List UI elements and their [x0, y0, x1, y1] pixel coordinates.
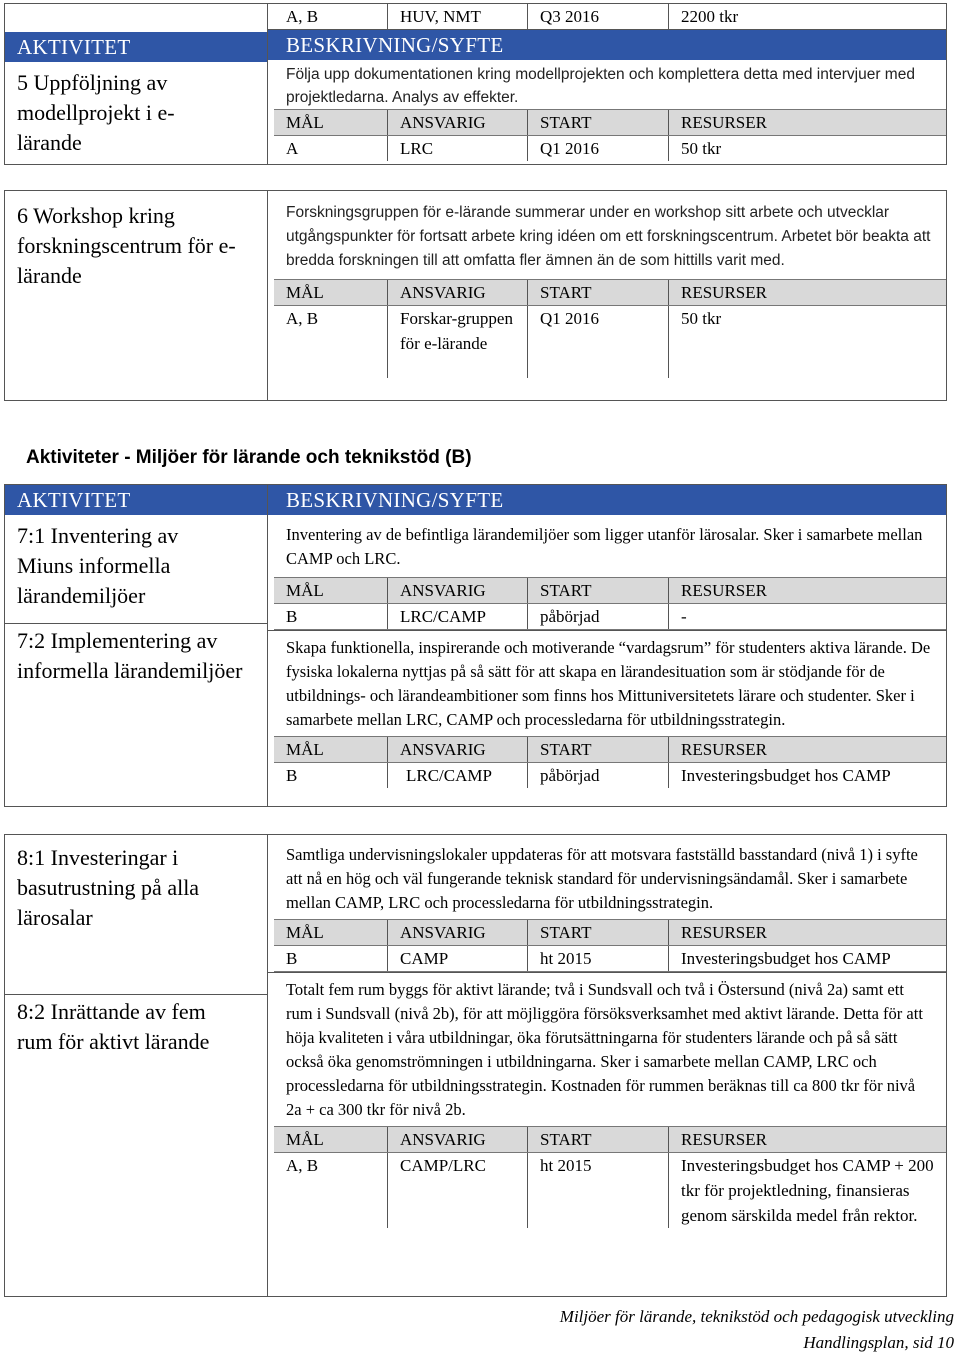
activity-column	[5, 485, 267, 806]
value-resurser: -	[668, 604, 946, 629]
prev-meta-row	[268, 4, 946, 30]
value-resurser: Investeringsbudget hos CAMP	[668, 763, 946, 788]
meta-header-row	[274, 736, 946, 763]
activity-5-block	[4, 3, 947, 165]
description-column	[267, 4, 946, 164]
value-ansvarig: CAMP	[387, 946, 527, 971]
label-mal: MÅL	[286, 113, 324, 132]
value-resurser: Investeringsbudget hos CAMP	[668, 946, 946, 971]
value-resurser: 50 tkr	[668, 306, 946, 378]
value-start: ht 2015	[527, 1153, 668, 1228]
activity-7-2-title: 7:2 Implementering av informella lärandemiljöer	[17, 628, 243, 683]
value-mal: A, B	[286, 309, 319, 328]
value-mal: B	[286, 766, 298, 785]
value-ansvarig: Forskar-gruppen för e-lärande	[387, 306, 527, 378]
value-mal: B	[286, 607, 298, 626]
aktivitet-header: AKTIVITET	[5, 485, 267, 515]
meta-header-row	[274, 919, 946, 946]
section-title: Aktiviteter - Miljöer för lärande och teknikstöd (B)	[26, 447, 472, 468]
activity-7-block	[4, 484, 947, 807]
value-resurser: 50 tkr	[668, 136, 946, 161]
footer-page-number: Handlingsplan, sid 10	[803, 1333, 954, 1352]
label-resurser: RESURSER	[668, 737, 946, 762]
label-start: START	[527, 920, 668, 945]
value-start: ht 2015	[527, 946, 668, 971]
label-resurser: RESURSER	[668, 280, 946, 305]
meta-value-row	[274, 763, 946, 788]
value-start: påbörjad	[527, 763, 668, 788]
footer-title: Miljöer för lärande, teknikstöd och pedagogisk utveckling	[559, 1307, 954, 1326]
label-start: START	[527, 737, 668, 762]
value-start: påbörjad	[527, 604, 668, 629]
description-column	[267, 835, 946, 1296]
label-mal: MÅL	[286, 923, 324, 942]
activity-8-1-desc: Samtliga undervisningslokaler uppdateras för att motsvara fastställd basstandard (nivå 1) i syfte att nå en hög och väl fungerande teknisk standard för undervisningsändamål. Sker i samarbete mellan CAMP, LRC och processledarna för utbildningsstrategin.	[286, 845, 918, 912]
activity-6-title: 6 Workshop kring forskningscentrum för e-lärande	[17, 203, 236, 288]
meta-header-row	[274, 279, 946, 306]
meta-value-row	[274, 604, 946, 630]
label-mal: MÅL	[286, 581, 324, 600]
label-mal: MÅL	[286, 1130, 324, 1149]
activity-5-title: 5 Uppföljning av modellprojekt i e-lärande	[17, 70, 175, 155]
label-ansvarig: ANSVARIG	[387, 1127, 527, 1152]
activity-column	[5, 191, 267, 400]
meta-header-row	[274, 1126, 946, 1153]
meta-value-row	[274, 1153, 946, 1228]
value-mal: B	[286, 949, 298, 968]
value-mal: A	[286, 139, 299, 158]
label-start: START	[527, 110, 668, 135]
meta-value-row	[274, 946, 946, 972]
prev-meta-ansvarig: HUV, NMT	[387, 4, 527, 29]
description-column	[267, 191, 946, 400]
value-ansvarig: LRC/CAMP	[387, 763, 527, 788]
activity-6-desc: Forskningsgruppen för e-lärande summerar under en workshop sitt arbete och utvecklar utgångspunkter för fortsatt arbete kring idéen om ett forskningscentrum. Arbetet bör beakta att bredda forskningen till att omfatta fler ämnen än de som hittills varit med.	[286, 204, 931, 269]
label-start: START	[527, 280, 668, 305]
label-resurser: RESURSER	[668, 110, 946, 135]
meta-value-row	[274, 306, 946, 378]
label-mal: MÅL	[286, 283, 324, 302]
value-ansvarig: CAMP/LRC	[387, 1153, 527, 1228]
value-resurser: Investeringsbudget hos CAMP + 200 tkr för projektledning, finansieras genom särskilda medel från rektor.	[668, 1153, 946, 1228]
value-ansvarig: LRC	[387, 136, 527, 161]
activity-8-block	[4, 834, 947, 1297]
label-start: START	[527, 578, 668, 603]
activity-5-desc: Följa upp dokumentationen kring modellprojekten och komplettera detta med intervjuer med projektledarna. Analys av effekter.	[286, 66, 915, 106]
prev-meta-mal: A, B	[286, 7, 319, 26]
label-mal: MÅL	[286, 740, 324, 759]
value-ansvarig: LRC/CAMP	[387, 604, 527, 629]
activity-7-1-desc: Inventering av de befintliga lärandemiljöer som ligger utanför lärosalar. Sker i samarbete mellan CAMP och LRC.	[286, 525, 923, 568]
description-column	[267, 485, 946, 806]
label-ansvarig: ANSVARIG	[387, 920, 527, 945]
activity-column	[5, 4, 267, 164]
label-ansvarig: ANSVARIG	[387, 578, 527, 603]
activity-8-1-title: 8:1 Investeringar i basutrustning på alla lärosalar	[17, 845, 200, 930]
label-ansvarig: ANSVARIG	[387, 280, 527, 305]
page-footer	[560, 1304, 954, 1356]
activity-column	[5, 835, 267, 1296]
meta-header-row	[274, 109, 946, 136]
activity-6-block	[4, 190, 947, 401]
beskrivning-header: BESKRIVNING/SYFTE	[268, 485, 946, 515]
prev-meta-start: Q3 2016	[527, 4, 668, 29]
activity-8-2-desc: Totalt fem rum byggs för aktivt lärande; två i Sundsvall och två i Östersund (nivå 2a) samt ett rum i Sundsvall (nivå 2b), för att möjliggöra försöksverksamhet med aktivt lärande. Detta för att höja kvaliteten i våra utbildningar, öka förutsättningarna för studenters lärande och på så sätt också öka genomströmningen i utbildningarna. Sker i samarbete mellan CAMP, LRC och processledarna för utbildningsstrategin. Kostnaden för rummen beräknas till ca 800 tkr för nivå 2a + ca 300 tkr för nivå 2b.	[268, 972, 946, 1122]
aktivitet-header: AKTIVITET	[5, 32, 267, 62]
value-start: Q1 2016	[527, 306, 668, 378]
activity-7-2-desc: Skapa funktionella, inspirerande och motiverande “vardagsrum” för studenters aktiva lärande. De fysiska lokalerna nyttjas på så sätt för att skapa en lärandesituation som är stödjande för de utbildnings- och lärandeambitioner som finns hos Mittuniversitetets lärare och studenter. Sker i samarbete mellan LRC, CAMP och processledarna för utbildningsstrategin.	[268, 630, 946, 732]
beskrivning-header: BESKRIVNING/SYFTE	[268, 30, 946, 60]
activity-7-1-title: 7:1 Inventering av Miuns informella lärandemiljöer	[17, 523, 179, 608]
meta-value-row	[274, 136, 946, 161]
label-ansvarig: ANSVARIG	[387, 110, 527, 135]
label-resurser: RESURSER	[668, 1127, 946, 1152]
label-ansvarig: ANSVARIG	[387, 737, 527, 762]
meta-header-row	[274, 577, 946, 604]
activity-8-2-title: 8:2 Inrättande av fem rum för aktivt lärande	[17, 999, 210, 1054]
label-start: START	[527, 1127, 668, 1152]
label-resurser: RESURSER	[668, 920, 946, 945]
value-mal: A, B	[286, 1156, 319, 1175]
prev-meta-resurser: 2200 tkr	[668, 4, 946, 29]
value-start: Q1 2016	[527, 136, 668, 161]
label-resurser: RESURSER	[668, 578, 946, 603]
